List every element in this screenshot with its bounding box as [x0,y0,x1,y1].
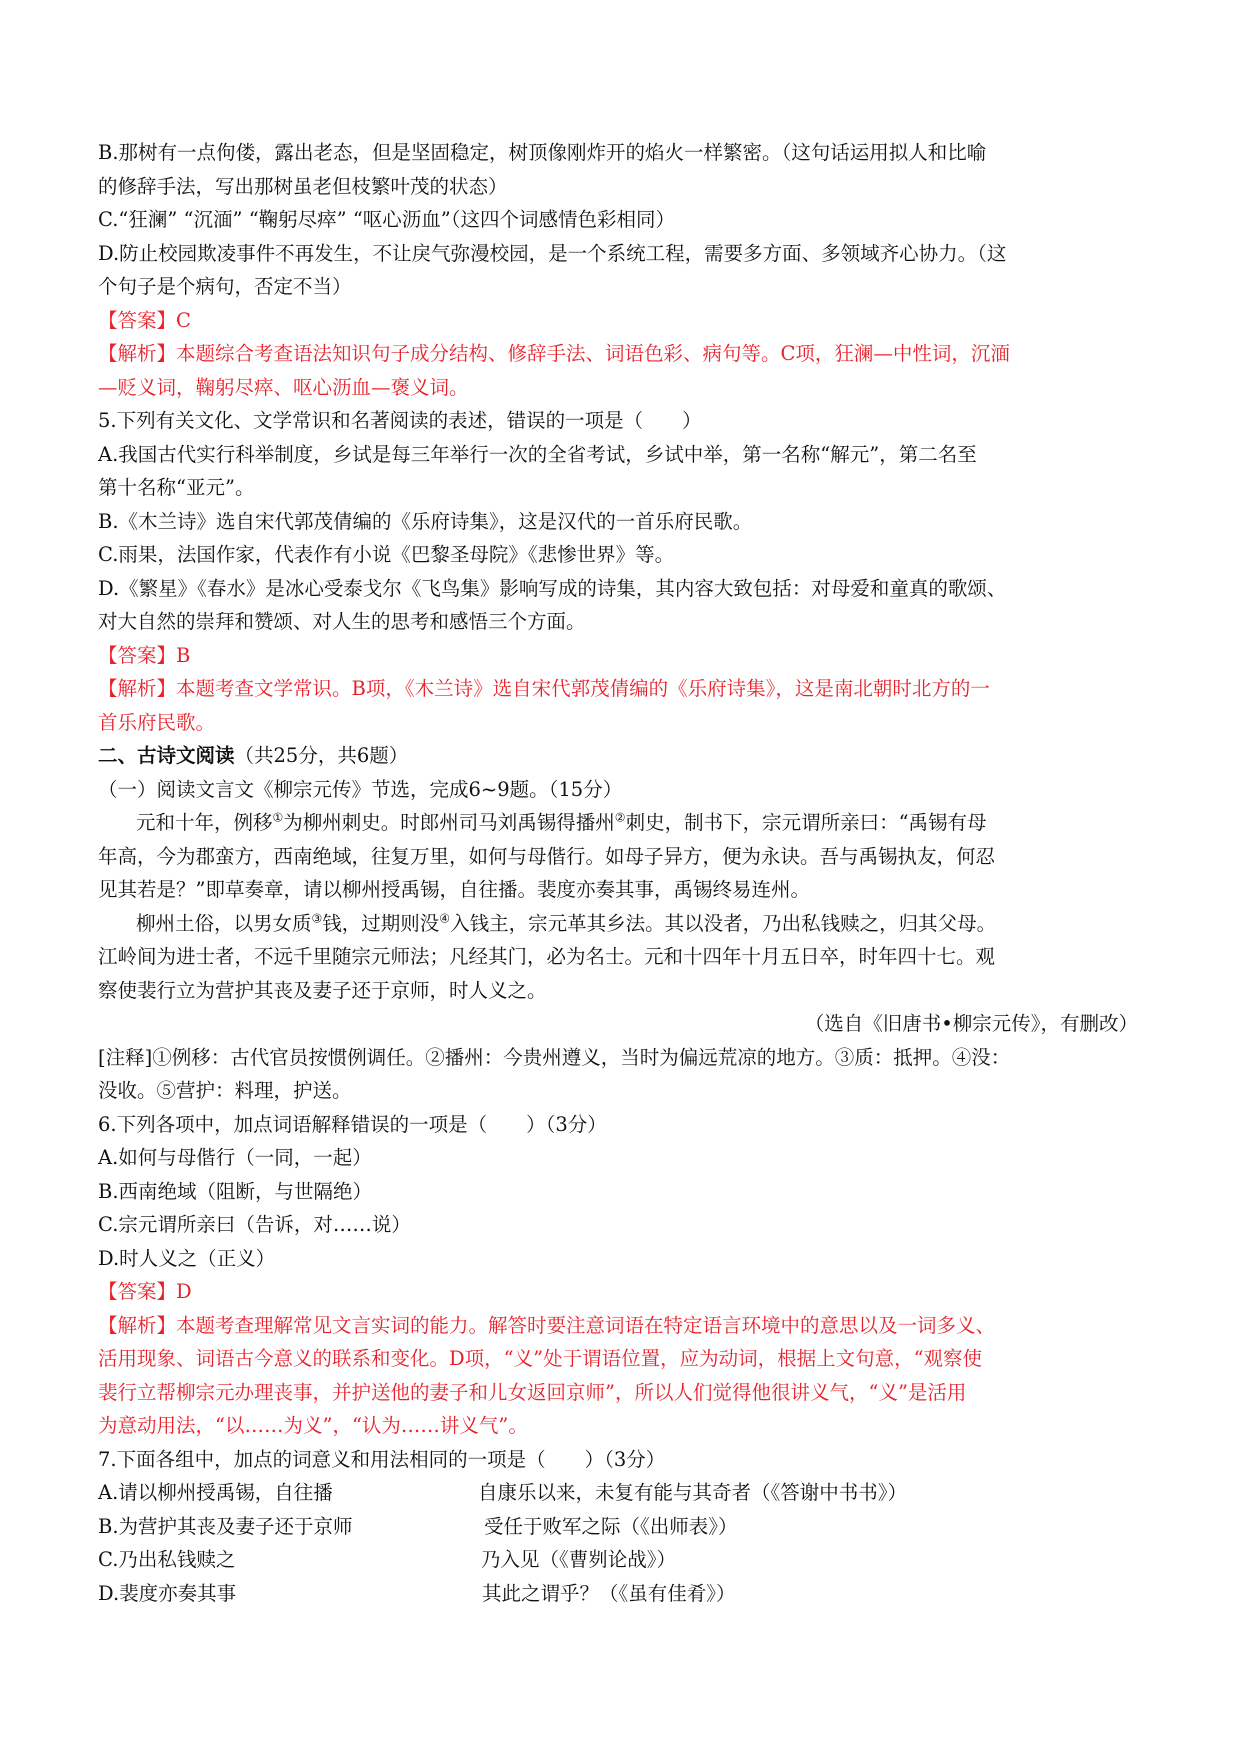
q4-option-c: C.“狂澜” “沉湎” “鞠躬尽瘁” “呕心沥血”（这四个词感情色彩相同） [98,208,676,231]
q6-option-c: C.宗元谓所亲曰（告诉，对……说） [98,1213,411,1236]
q4-option-d-line1: D.防止校园欺凌事件不再发生，不让戾气弥漫校园，是一个系统工程，需要多方面、多领域齐心协力。（这 [98,241,1007,265]
section2-heading [98,739,1138,773]
q6-answer: 【答案】D [98,1280,192,1303]
passage-text: 柳州土俗，以男女质 [136,911,312,935]
q5-option-a-line1: A.我国古代实行科举制度，乡试是每三年举行一次的全省考试，乡试中举，第一名称“解元”，第二名至 [98,442,977,466]
q5-option-d-line1: D.《繁星》《春水》是冰心受泰戈尔《飞鸟集》影响写成的诗集，其内容大致包括：对母爱和童真的歌颂、 [98,576,1007,600]
q5-analysis-line2: 首乐府民歌。 [98,710,216,734]
q7-option-left: D.裴度亦奏其事 [98,1581,237,1605]
q5-option-b: B.《木兰诗》选自宋代郭茂倩编的《乐府诗集》，这是汉代的一首乐府民歌。 [98,509,753,533]
q5-option-a-line2: 第十名称“亚元”。 [98,476,255,499]
q6-analysis-line2: 活用现象、词语古今意义的联系和变化。D项，“义”处于谓语位置，应为动词，根据上文句意，“观察使 [98,1347,983,1370]
q5-stem: 5.下列有关文化、文学常识和名著阅读的表述，错误的一项是（ ） [98,409,702,432]
passage-text: 钱，过期则没 [322,911,440,935]
passage-source: （选自《旧唐书•柳宗元传》，有删改） [804,1012,1138,1035]
q4-option-b-line1: B.那树有一点佝偻，露出老态，但是坚固稳定，树顶像刚炸开的焰火一样繁密。（这句话运用拟人和比喻 [98,141,987,164]
footnote-marker: ④ [439,911,451,925]
q5-analysis-line1: 【解析】本题考查文学常识。B项，《木兰诗》选自宋代郭茂倩编的《乐府诗集》，这是南北朝时北方的一 [98,677,990,700]
q6-option-b: B.西南绝域（阻断，与世隔绝） [98,1179,373,1203]
section2-sub1: （一）阅读文言文《柳宗元传》节选，完成6~9题。（15分） [98,777,623,801]
q6-analysis-line3: 裴行立帮柳宗元办理丧事，并护送他的妻子和儿女返回京师”，所以人们觉得他很讲义气，“义”是活用 [98,1380,967,1404]
q4-option-b-line2: 的修辞手法，写出那树虽老但枝繁叶茂的状态） [98,174,508,198]
q7-option-right: 受任于败军之际（《出师表》） [484,1514,738,1538]
q7-option-right: 其此之谓乎？（《虽有佳肴》） [482,1581,736,1605]
q5-option-d-line2: 对大自然的崇拜和赞颂、对人生的思考和感悟三个方面。 [98,610,586,633]
q7-option-left: B.为营护其丧及妻子还于京师 [98,1514,353,1538]
footnote-marker: ③ [311,911,323,925]
q7-option-row [98,1543,1138,1577]
section2-note: （共25分，共6题） [234,744,409,767]
q4-analysis-line1: 【解析】本题综合考查语法知识句子成分结构、修辞手法、词语色彩、病句等。C项，狂澜—中性词，沉湎 [98,342,1010,365]
q7-option-row [98,1510,1138,1544]
q7-option-row [98,1476,1138,1510]
q5-option-c: C.雨果，法国作家，代表作有小说《巴黎圣母院》《悲惨世界》等。 [98,543,675,566]
passage-p1-line1 [98,806,1138,840]
document-page [98,136,1138,1610]
footnote-marker: ① [272,810,284,825]
q7-option-row [98,1577,1138,1611]
q7-option-right: 自康乐以来，未复有能与其奇者（《答谢中书书》） [478,1481,908,1504]
passage-text: 刺史，制书下，宗元谓所亲曰：“禹锡有母 [625,811,987,834]
q7-stem: 7.下面各组中，加点的词意义和用法相同的一项是（ ）（3分） [98,1447,666,1471]
q6-stem: 6.下列各项中，加点词语解释错误的一项是（ ）（3分） [98,1112,607,1136]
q7-option-left: C.乃出私钱赎之 [98,1548,236,1571]
q6-option-d: D.时人义之（正义） [98,1246,276,1270]
q6-option-a: A.如何与母偕行（一同，一起） [98,1146,372,1169]
q5-answer: 【答案】B [98,643,191,667]
q6-analysis-line1: 【解析】本题考查理解常见文言实词的能力。解答时要注意词语在特定语言环境中的意思以及一词多义、 [98,1313,996,1337]
passage-p1-line3: 见其若是？”即草奏章，请以柳州授禹锡，自往播。裴度亦奏其事，禹锡终易连州。 [98,878,810,901]
passage-p1-line2: 年高，今为郡蛮方，西南绝域，往复万里，如何与母偕行。如母子异方，便为永诀。吾与禹锡执友，何忍 [98,844,996,868]
q4-analysis-line2: —贬义词，鞠躬尽瘁、呕心沥血—褒义词。 [98,375,469,399]
q6-analysis-line4: 为意动用法，“以……为义”，“认为……讲义气”。 [98,1414,528,1437]
passage-text: 元和十年，例移 [136,811,273,834]
passage-p2-line1 [98,907,1138,941]
section2-title: 二、古诗文阅读 [98,744,235,767]
passage-notes-line1: [注释]①例移：古代官员按惯例调任。②播州：今贵州遵义，当时为偏远荒凉的地方。③质：抵押。④没： [98,1045,1011,1069]
passage-p2-line2: 江岭间为进士者，不远千里随宗元师法；凡经其门，必为名士。元和十四年十月五日卒，时年四十七。观 [98,945,996,968]
passage-text: 入钱主，宗元革其乡法。其以没者，乃出私钱赎之，归其父母。 [450,911,997,935]
q4-option-d-line2: 个句子是个病句，否定不当） [98,275,352,298]
passage-text: 为柳州刺史。时郎州司马刘禹锡得播州 [283,811,615,834]
q7-option-right: 乃入见（《曹刿论战》） [481,1548,677,1571]
q4-answer: 【答案】C [98,308,191,332]
passage-p2-line3: 察使裴行立为营护其丧及妻子还于京师，时人义之。 [98,978,547,1002]
footnote-marker: ② [614,810,626,825]
passage-notes-line2: 没收。⑤营护：料理，护送。 [98,1079,352,1102]
q7-option-left: A.请以柳州授禹锡，自往播 [98,1481,333,1504]
